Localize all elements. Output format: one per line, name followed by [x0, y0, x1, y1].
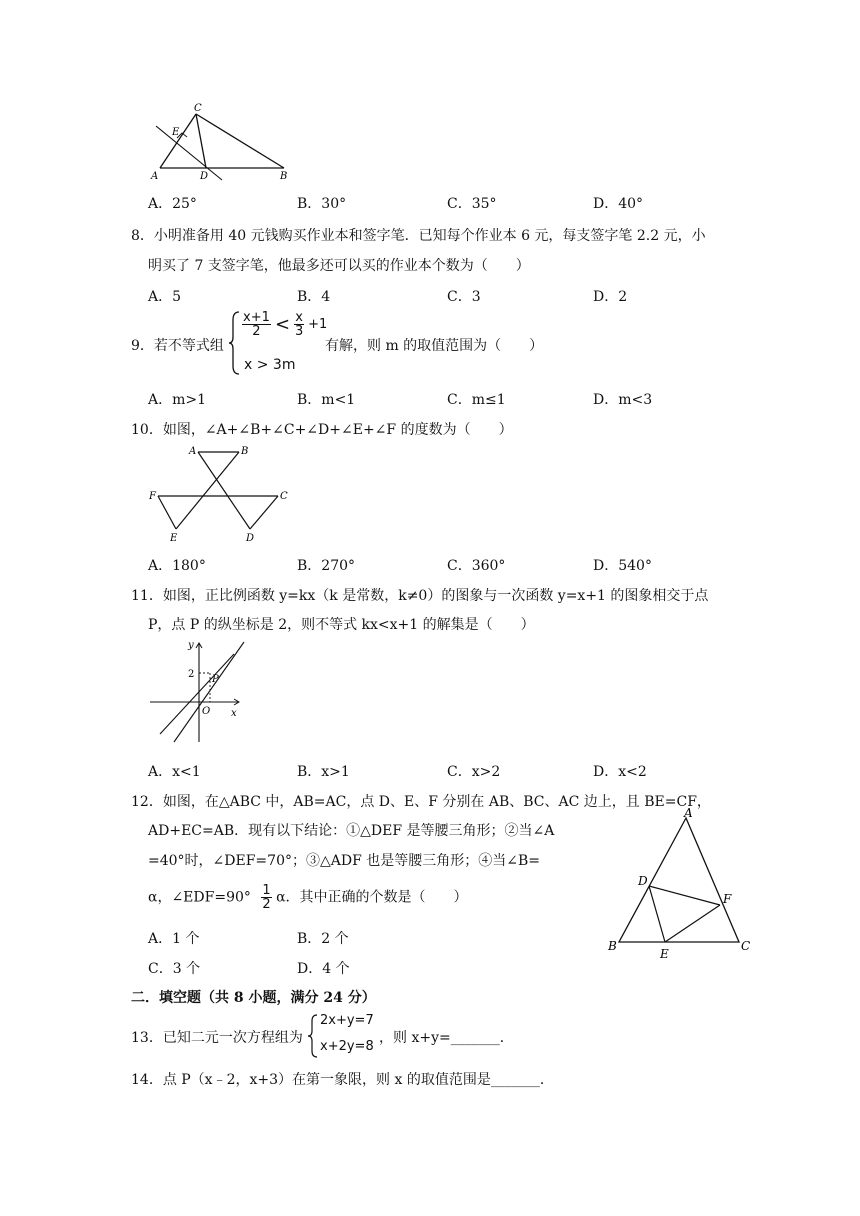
q12-stem-line2: AD+EC=AB．现有以下结论：①△DEF 是等腰三角形；②当∠A [148, 823, 555, 839]
q9-option-d: D．m<3 [593, 392, 653, 408]
q11-figure [146, 636, 256, 748]
q9-brace [229, 310, 241, 376]
q10-figure [146, 443, 296, 545]
q12-figure [602, 806, 762, 962]
label-A: A [189, 446, 197, 457]
q12-stem-line3: =40°时，∠DEF=70°；③△ADF 也是等腰三角形；④当∠B= [148, 853, 540, 869]
q10-option-d: D．540° [593, 558, 652, 574]
label-A: A [151, 171, 159, 182]
q13-equation-1: 2x+y=7 [320, 1013, 374, 1028]
q7-option-c: C．35° [447, 196, 497, 212]
label-E: E [660, 947, 669, 961]
q12-option-b: B．2 个 [297, 931, 349, 947]
label-E: E [172, 127, 180, 138]
q8-stem-line1: 8．小明准备用 40 元钱购买作业本和签字笔．已知每个作业本 6 元，每支签字笔 2.2 元，小 [131, 228, 706, 244]
q8-stem-line2: 明买了 7 支签字笔，他最多还可以买的作业本个数为（ ） [148, 258, 530, 274]
label-B: B [241, 446, 249, 457]
section-title: 二．填空题（共 8 小题，满分 24 分） [131, 990, 376, 1006]
q8-option-a: A．5 [148, 289, 182, 305]
label-2: 2 [188, 669, 195, 680]
q9-option-a: A．m>1 [148, 392, 207, 408]
q9-option-c: C．m≤1 [447, 392, 506, 408]
q11-option-a: A．x<1 [148, 764, 201, 780]
q13-suffix: ，则 x+y=_______． [379, 1030, 514, 1046]
q10-stem: 10．如图，∠A+∠B+∠C+∠D+∠E+∠F 的度数为（ ） [131, 422, 513, 438]
q10-option-c: C．360° [447, 558, 506, 574]
q9-inequality-2: x > 3m [244, 357, 296, 373]
q13-prefix: 13．已知二元一次方程组为 [131, 1030, 303, 1046]
q14-stem: 14．点 P（x﹣2，x+3）在第一象限，则 x 的取值范围是_______． [131, 1072, 554, 1088]
q7-option-b: B．30° [297, 196, 347, 212]
label-O: O [202, 706, 211, 717]
q9-prefix: 9．若不等式组 [131, 338, 224, 354]
q13-brace [308, 1013, 318, 1059]
label-C: C [194, 103, 202, 114]
q8-option-c: C．3 [447, 289, 481, 305]
label-B: B [608, 939, 617, 953]
label-D: D [246, 533, 255, 544]
label-F: F [723, 892, 732, 906]
q7-figure [148, 100, 298, 182]
q9-inequality-1: $\frac{x+1}{2}$ < $\frac{x}{3}$ +1 [243, 310, 328, 339]
label-B: B [280, 171, 288, 182]
q11-option-c: C．x>2 [447, 764, 501, 780]
label-C: C [280, 491, 288, 502]
q12-option-a: A．1 个 [148, 931, 200, 947]
q11-stem-line1: 11．如图，正比例函数 y=kx（k 是常数，k≠0）的图象与一次函数 y=x+1 的图象相交于点 [131, 588, 709, 604]
label-y: y [188, 640, 194, 651]
q11-stem-line2: P，点 P 的纵坐标是 2，则不等式 kx<x+1 的解集是（ ） [148, 617, 535, 633]
q8-option-b: B．4 [297, 289, 331, 305]
q12-option-d: D．4 个 [297, 961, 350, 977]
label-P: P [212, 674, 219, 685]
label-x: x [231, 708, 237, 719]
q11-option-b: B．x>1 [297, 764, 350, 780]
q10-option-b: B．270° [297, 558, 356, 574]
q8-option-d: D．2 [593, 289, 628, 305]
q7-option-d: D．40° [593, 196, 644, 212]
q12-stem-line4: α，∠EDF=90° $\frac{1}{2}$ α．其中正确的个数是（ ） [148, 883, 468, 912]
q9-suffix: 有解，则 m 的取值范围为（ ） [325, 338, 544, 354]
q10-option-a: A．180° [148, 558, 206, 574]
q12-stem-line1: 12．如图，在△ABC 中，AB=AC，点 D、E、F 分别在 AB、BC、AC 边上，且 BE=CF， [131, 794, 711, 810]
q7-option-a: A．25° [148, 196, 197, 212]
label-F: F [149, 491, 156, 502]
label-E: E [170, 533, 178, 544]
q11-option-d: D．x<2 [593, 764, 647, 780]
q12-option-c: C．3 个 [148, 961, 201, 977]
label-D: D [200, 171, 209, 182]
q13-equation-2: x+2y=8 [320, 1039, 374, 1054]
label-D: D [638, 874, 648, 888]
q9-option-b: B．m<1 [297, 392, 356, 408]
label-C: C [741, 939, 751, 953]
label-A: A [684, 806, 693, 820]
